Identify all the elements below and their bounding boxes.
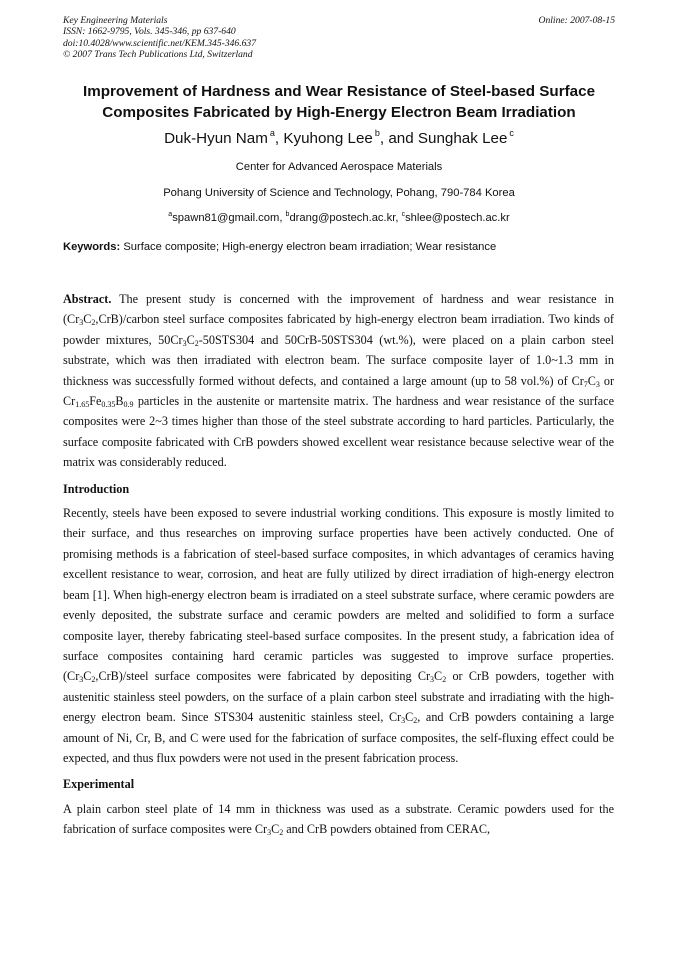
author-emails — [40, 211, 638, 225]
introduction-paragraph: Recently, steels have been exposed to severe industrial working conditions. This exposure is mostly limited to their surface, and thus researches on improving surface properties have been actively conducted. One of promising methods is a fabrication of steel-based surface composites, in which advantages of ceramics having excellent resistance to wear, corrosion, and heat are fully utilized by direct irradiation of high-energy electron beam [1]. When high-energy electron beam is irradiated on a steel substrate surface, where ceramic powders are evenly deposited, the substrate surface and ceramic powders are melted and solidified to form a surface composite layer, thereby fabricating steel-based surface composites. In the present study, a fabrication idea of surface composites containing hard ceramic particles was suggested to improve surface properties. $(Cr_3C_2,CrB)$/steel surface composites were fabricated by depositing $Cr_3C_2$ or CrB powders, together with austenitic stainless steel powders, on the surface of a plain carbon steel substrate and irradiating with the high-energy electron beam. Since STS304 austenitic stainless steel, $Cr_3C_2$, and CrB powders containing a large amount of Ni, Cr, B, and C were used for the fabrication of surface composites, the self-fluxing effect could be expected, and thus flux powders were not used in the present fabrication process. — [63, 506, 614, 765]
email-mark: c — [401, 211, 406, 218]
email-mark: b — [285, 211, 290, 218]
author-name: Duk-Hyun Nam — [164, 130, 268, 147]
email-separator: , — [395, 212, 402, 224]
author-name: Kyuhong Lee — [283, 130, 373, 147]
author-email[interactable]: spawn81@gmail.com — [172, 212, 280, 224]
keywords-text: Surface composite; High-energy electron beam irradiation; Wear resistance — [123, 241, 497, 253]
experimental-paragraph: A plain carbon steel plate of 14 mm in thickness was used as a substrate. Ceramic powders used for the fabrication of surface composites were $Cr_3C_2$ and CrB powders obtained from CERAC, — [63, 801, 614, 838]
journal-copyright: © 2007 Trans Tech Publications Ltd, Switzerland — [63, 49, 253, 61]
author-list — [40, 128, 638, 150]
affiliation-line-2: Pohang University of Science and Technology, Pohang, 790-784 Korea — [163, 187, 515, 199]
section-heading-introduction: Introduction — [63, 481, 130, 496]
online-date: Online: 2007-08-15 — [538, 15, 615, 26]
journal-doi: doi:10.4028/www.scientific.net/KEM.345-346.637 — [63, 37, 257, 49]
author-affil-mark: a — [269, 128, 275, 138]
abstract-paragraph — [63, 289, 614, 473]
author-affil-mark: b — [374, 128, 380, 138]
author-name: Sunghak Lee — [417, 130, 508, 147]
title-line-1: Improvement of Hardness and Wear Resistance of Steel-based Surface — [82, 83, 596, 100]
abstract-label: Abstract. — [63, 292, 112, 306]
email-separator: , — [279, 212, 286, 224]
section-heading-experimental: Experimental — [63, 777, 135, 792]
title-line-2: Composites Fabricated by High-Energy Electron Beam Irradiation — [102, 103, 576, 121]
author-separator: , and — [379, 130, 418, 147]
keywords — [63, 240, 615, 254]
keywords-label: Keywords: — [63, 241, 121, 253]
journal-header — [63, 15, 615, 61]
author-separator: , — [274, 130, 284, 147]
paper-title — [40, 82, 638, 123]
affiliation-line-1: Center for Advanced Aerospace Materials — [235, 161, 443, 173]
paper-body — [63, 289, 614, 840]
author-email[interactable]: shlee@postech.ac.kr — [405, 212, 510, 224]
author-email[interactable]: drang@postech.ac.kr — [289, 212, 396, 224]
abstract-text: The present study is concerned with the improvement of hardness and wear resistance in $(Cr_3C_2,CrB)$/carbon steel surface composites fabricated by high-energy electron beam irradiation. Two kinds of powder mixtures, $50Cr_3C_2-50STS304$ and 50CrB-50STS304 (wt.%), were placed on a plain carbon steel substrate, which was then irradiated with electron beam. The surface composite layer of 1.0~1.3 mm in thickness was successfully formed without defects, and contained a large amount (up to 58 vol.%) of $Cr_7C_3$ or $Cr_{1.65}Fe_{0.35}B_{0.9}$ particles in the austenite or martensite matrix. The hardness and wear resistance of the surface composites were 2~3 times higher than those of the steel substrate according to hard particles. Particularly, the surface composite fabricated with CrB powders showed excellent wear resistance because selective wear of the matrix was considerably reduced. — [63, 292, 614, 470]
journal-name: Key Engineering Materials — [63, 15, 168, 26]
email-mark: a — [168, 211, 173, 218]
author-affil-mark: c — [509, 128, 514, 138]
journal-issn: ISSN: 1662-9795, Vols. 345-346, pp 637-640 — [63, 26, 236, 38]
